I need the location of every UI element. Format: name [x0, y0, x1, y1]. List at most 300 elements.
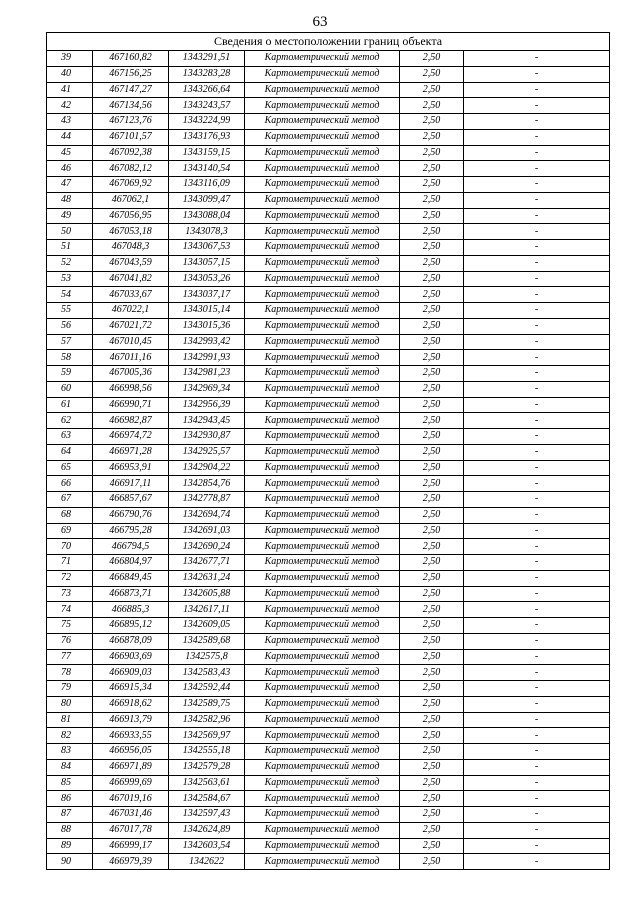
note-cell: - — [464, 759, 610, 775]
y-coordinate-cell: 1342609,05 — [169, 618, 245, 634]
note-cell: - — [464, 775, 610, 791]
accuracy-cell: 2,50 — [400, 507, 464, 523]
method-cell: Картометрический метод — [245, 318, 400, 334]
y-coordinate-cell: 1342603,54 — [169, 838, 245, 854]
method-cell: Картометрический метод — [245, 759, 400, 775]
accuracy-cell: 2,50 — [400, 649, 464, 665]
table-row — [47, 791, 610, 807]
x-coordinate-cell: 467056,95 — [93, 208, 169, 224]
table-row — [47, 838, 610, 854]
accuracy-cell: 2,50 — [400, 539, 464, 555]
y-coordinate-cell: 1342925,57 — [169, 444, 245, 460]
x-coordinate-cell: 467011,16 — [93, 350, 169, 366]
method-cell: Картометрический метод — [245, 429, 400, 445]
accuracy-cell: 2,50 — [400, 807, 464, 823]
note-cell: - — [464, 271, 610, 287]
x-coordinate-cell: 467031,46 — [93, 807, 169, 823]
accuracy-cell: 2,50 — [400, 82, 464, 98]
accuracy-cell: 2,50 — [400, 712, 464, 728]
table-row — [47, 665, 610, 681]
note-cell: - — [464, 318, 610, 334]
note-cell: - — [464, 744, 610, 760]
accuracy-cell: 2,50 — [400, 366, 464, 382]
table-row — [47, 822, 610, 838]
note-cell: - — [464, 208, 610, 224]
page-number: 63 — [312, 14, 328, 30]
point-number-cell: 61 — [47, 397, 93, 413]
table-row — [47, 381, 610, 397]
point-number-cell: 63 — [47, 429, 93, 445]
table-row — [47, 255, 610, 271]
accuracy-cell: 2,50 — [400, 744, 464, 760]
note-cell: - — [464, 381, 610, 397]
x-coordinate-cell: 466999,69 — [93, 775, 169, 791]
table-row — [47, 397, 610, 413]
accuracy-cell: 2,50 — [400, 318, 464, 334]
method-cell: Картометрический метод — [245, 476, 400, 492]
point-number-cell: 59 — [47, 366, 93, 382]
y-coordinate-cell: 1343291,51 — [169, 51, 245, 67]
method-cell: Картометрический метод — [245, 460, 400, 476]
method-cell: Картометрический метод — [245, 51, 400, 67]
method-cell: Картометрический метод — [245, 618, 400, 634]
table-row — [47, 287, 610, 303]
y-coordinate-cell: 1342991,93 — [169, 350, 245, 366]
y-coordinate-cell: 1342584,67 — [169, 791, 245, 807]
method-cell: Картометрический метод — [245, 413, 400, 429]
method-cell: Картометрический метод — [245, 240, 400, 256]
accuracy-cell: 2,50 — [400, 303, 464, 319]
table-body — [47, 51, 610, 870]
table-row — [47, 51, 610, 67]
note-cell: - — [464, 665, 610, 681]
method-cell: Картометрический метод — [245, 696, 400, 712]
y-coordinate-cell: 1342583,43 — [169, 665, 245, 681]
point-number-cell: 78 — [47, 665, 93, 681]
method-cell: Картометрический метод — [245, 728, 400, 744]
table-row — [47, 145, 610, 161]
y-coordinate-cell: 1342622 — [169, 854, 245, 870]
y-coordinate-cell: 1342589,75 — [169, 696, 245, 712]
point-number-cell: 47 — [47, 177, 93, 193]
accuracy-cell: 2,50 — [400, 696, 464, 712]
accuracy-cell: 2,50 — [400, 429, 464, 445]
accuracy-cell: 2,50 — [400, 114, 464, 130]
method-cell: Картометрический метод — [245, 287, 400, 303]
method-cell: Картометрический метод — [245, 366, 400, 382]
y-coordinate-cell: 1342677,71 — [169, 555, 245, 571]
note-cell: - — [464, 303, 610, 319]
table-row — [47, 161, 610, 177]
x-coordinate-cell: 467062,1 — [93, 192, 169, 208]
accuracy-cell: 2,50 — [400, 854, 464, 870]
point-number-cell: 77 — [47, 649, 93, 665]
y-coordinate-cell: 1342778,87 — [169, 492, 245, 508]
accuracy-cell: 2,50 — [400, 177, 464, 193]
table-row — [47, 492, 610, 508]
note-cell: - — [464, 696, 610, 712]
note-cell: - — [464, 460, 610, 476]
note-cell: - — [464, 429, 610, 445]
method-cell: Картометрический метод — [245, 397, 400, 413]
accuracy-cell: 2,50 — [400, 413, 464, 429]
note-cell: - — [464, 476, 610, 492]
method-cell: Картометрический метод — [245, 444, 400, 460]
x-coordinate-cell: 466999,17 — [93, 838, 169, 854]
accuracy-cell: 2,50 — [400, 523, 464, 539]
method-cell: Картометрический метод — [245, 822, 400, 838]
note-cell: - — [464, 255, 610, 271]
x-coordinate-cell: 467156,25 — [93, 66, 169, 82]
x-coordinate-cell: 466933,55 — [93, 728, 169, 744]
x-coordinate-cell: 466913,79 — [93, 712, 169, 728]
y-coordinate-cell: 1342904,22 — [169, 460, 245, 476]
table-row — [47, 429, 610, 445]
point-number-cell: 76 — [47, 633, 93, 649]
point-number-cell: 88 — [47, 822, 93, 838]
point-number-cell: 89 — [47, 838, 93, 854]
accuracy-cell: 2,50 — [400, 681, 464, 697]
point-number-cell: 46 — [47, 161, 93, 177]
point-number-cell: 55 — [47, 303, 93, 319]
method-cell: Картометрический метод — [245, 66, 400, 82]
accuracy-cell: 2,50 — [400, 791, 464, 807]
point-number-cell: 74 — [47, 602, 93, 618]
y-coordinate-cell: 1343224,99 — [169, 114, 245, 130]
note-cell: - — [464, 649, 610, 665]
point-number-cell: 40 — [47, 66, 93, 82]
x-coordinate-cell: 466857,67 — [93, 492, 169, 508]
x-coordinate-cell: 466885,3 — [93, 602, 169, 618]
table-row — [47, 271, 610, 287]
x-coordinate-cell: 467101,57 — [93, 129, 169, 145]
table-header-row — [47, 33, 610, 51]
point-number-cell: 39 — [47, 51, 93, 67]
y-coordinate-cell: 1343159,15 — [169, 145, 245, 161]
y-coordinate-cell: 1343176,93 — [169, 129, 245, 145]
table-row — [47, 602, 610, 618]
accuracy-cell: 2,50 — [400, 460, 464, 476]
accuracy-cell: 2,50 — [400, 350, 464, 366]
note-cell: - — [464, 161, 610, 177]
point-number-cell: 65 — [47, 460, 93, 476]
method-cell: Картометрический метод — [245, 303, 400, 319]
y-coordinate-cell: 1343078,3 — [169, 224, 245, 240]
accuracy-cell: 2,50 — [400, 618, 464, 634]
y-coordinate-cell: 1342993,42 — [169, 334, 245, 350]
table-row — [47, 177, 610, 193]
method-cell: Картометрический метод — [245, 145, 400, 161]
x-coordinate-cell: 466979,39 — [93, 854, 169, 870]
table-row — [47, 570, 610, 586]
table-row — [47, 444, 610, 460]
point-number-cell: 60 — [47, 381, 93, 397]
point-number-cell: 79 — [47, 681, 93, 697]
accuracy-cell: 2,50 — [400, 271, 464, 287]
y-coordinate-cell: 1342563,61 — [169, 775, 245, 791]
method-cell: Картометрический метод — [245, 350, 400, 366]
x-coordinate-cell: 466903,69 — [93, 649, 169, 665]
x-coordinate-cell: 467017,78 — [93, 822, 169, 838]
x-coordinate-cell: 466971,89 — [93, 759, 169, 775]
table-row — [47, 129, 610, 145]
x-coordinate-cell: 467033,67 — [93, 287, 169, 303]
note-cell: - — [464, 129, 610, 145]
y-coordinate-cell: 1343088,04 — [169, 208, 245, 224]
note-cell: - — [464, 287, 610, 303]
method-cell: Картометрический метод — [245, 98, 400, 114]
table-row — [47, 681, 610, 697]
accuracy-cell: 2,50 — [400, 492, 464, 508]
table-row — [47, 775, 610, 791]
x-coordinate-cell: 466990,71 — [93, 397, 169, 413]
method-cell: Картометрический метод — [245, 271, 400, 287]
method-cell: Картометрический метод — [245, 570, 400, 586]
point-number-cell: 67 — [47, 492, 93, 508]
y-coordinate-cell: 1342575,8 — [169, 649, 245, 665]
accuracy-cell: 2,50 — [400, 822, 464, 838]
accuracy-cell: 2,50 — [400, 586, 464, 602]
table-row — [47, 98, 610, 114]
note-cell: - — [464, 602, 610, 618]
x-coordinate-cell: 467134,56 — [93, 98, 169, 114]
note-cell: - — [464, 240, 610, 256]
table-row — [47, 696, 610, 712]
y-coordinate-cell: 1343116,09 — [169, 177, 245, 193]
x-coordinate-cell: 466982,87 — [93, 413, 169, 429]
method-cell: Картометрический метод — [245, 224, 400, 240]
x-coordinate-cell: 466849,45 — [93, 570, 169, 586]
x-coordinate-cell: 466794,5 — [93, 539, 169, 555]
point-number-cell: 83 — [47, 744, 93, 760]
y-coordinate-cell: 1343057,15 — [169, 255, 245, 271]
accuracy-cell: 2,50 — [400, 570, 464, 586]
point-number-cell: 73 — [47, 586, 93, 602]
point-number-cell: 53 — [47, 271, 93, 287]
point-number-cell: 54 — [47, 287, 93, 303]
note-cell: - — [464, 728, 610, 744]
method-cell: Картометрический метод — [245, 114, 400, 130]
note-cell: - — [464, 618, 610, 634]
point-number-cell: 48 — [47, 192, 93, 208]
note-cell: - — [464, 822, 610, 838]
note-cell: - — [464, 366, 610, 382]
note-cell: - — [464, 633, 610, 649]
note-cell: - — [464, 413, 610, 429]
note-cell: - — [464, 681, 610, 697]
table-row — [47, 318, 610, 334]
x-coordinate-cell: 467069,92 — [93, 177, 169, 193]
y-coordinate-cell: 1343037,17 — [169, 287, 245, 303]
table-row — [47, 366, 610, 382]
x-coordinate-cell: 467010,45 — [93, 334, 169, 350]
table-row — [47, 523, 610, 539]
point-number-cell: 71 — [47, 555, 93, 571]
y-coordinate-cell: 1342631,24 — [169, 570, 245, 586]
accuracy-cell: 2,50 — [400, 192, 464, 208]
point-number-cell: 70 — [47, 539, 93, 555]
table-row — [47, 224, 610, 240]
accuracy-cell: 2,50 — [400, 602, 464, 618]
x-coordinate-cell: 467022,1 — [93, 303, 169, 319]
accuracy-cell: 2,50 — [400, 208, 464, 224]
x-coordinate-cell: 466915,34 — [93, 681, 169, 697]
y-coordinate-cell: 1342854,76 — [169, 476, 245, 492]
table-row — [47, 66, 610, 82]
method-cell: Картометрический метод — [245, 82, 400, 98]
table-row — [47, 586, 610, 602]
table-row — [47, 476, 610, 492]
method-cell: Картометрический метод — [245, 791, 400, 807]
table-row — [47, 633, 610, 649]
point-number-cell: 68 — [47, 507, 93, 523]
accuracy-cell: 2,50 — [400, 161, 464, 177]
point-number-cell: 62 — [47, 413, 93, 429]
method-cell: Картометрический метод — [245, 334, 400, 350]
y-coordinate-cell: 1342690,24 — [169, 539, 245, 555]
method-cell: Картометрический метод — [245, 129, 400, 145]
note-cell: - — [464, 114, 610, 130]
y-coordinate-cell: 1342597,43 — [169, 807, 245, 823]
method-cell: Картометрический метод — [245, 492, 400, 508]
x-coordinate-cell: 466895,12 — [93, 618, 169, 634]
method-cell: Картометрический метод — [245, 177, 400, 193]
accuracy-cell: 2,50 — [400, 665, 464, 681]
table-row — [47, 208, 610, 224]
x-coordinate-cell: 467019,16 — [93, 791, 169, 807]
method-cell: Картометрический метод — [245, 602, 400, 618]
table-row — [47, 728, 610, 744]
x-coordinate-cell: 466956,05 — [93, 744, 169, 760]
accuracy-cell: 2,50 — [400, 775, 464, 791]
table-row — [47, 539, 610, 555]
table-row — [47, 303, 610, 319]
method-cell: Картометрический метод — [245, 255, 400, 271]
method-cell: Картометрический метод — [245, 555, 400, 571]
accuracy-cell: 2,50 — [400, 381, 464, 397]
table-row — [47, 649, 610, 665]
method-cell: Картометрический метод — [245, 192, 400, 208]
x-coordinate-cell: 466918,62 — [93, 696, 169, 712]
point-number-cell: 86 — [47, 791, 93, 807]
note-cell: - — [464, 807, 610, 823]
y-coordinate-cell: 1342956,39 — [169, 397, 245, 413]
x-coordinate-cell: 466873,71 — [93, 586, 169, 602]
method-cell: Картометрический метод — [245, 523, 400, 539]
method-cell: Картометрический метод — [245, 161, 400, 177]
accuracy-cell: 2,50 — [400, 759, 464, 775]
point-number-cell: 85 — [47, 775, 93, 791]
note-cell: - — [464, 523, 610, 539]
note-cell: - — [464, 98, 610, 114]
note-cell: - — [464, 177, 610, 193]
accuracy-cell: 2,50 — [400, 51, 464, 67]
note-cell: - — [464, 838, 610, 854]
note-cell: - — [464, 791, 610, 807]
table-row — [47, 334, 610, 350]
x-coordinate-cell: 467005,36 — [93, 366, 169, 382]
x-coordinate-cell: 466998,56 — [93, 381, 169, 397]
accuracy-cell: 2,50 — [400, 224, 464, 240]
method-cell: Картометрический метод — [245, 649, 400, 665]
y-coordinate-cell: 1342555,18 — [169, 744, 245, 760]
accuracy-cell: 2,50 — [400, 838, 464, 854]
boundary-coordinates-table — [46, 32, 610, 870]
method-cell: Картометрический метод — [245, 681, 400, 697]
table-row — [47, 350, 610, 366]
y-coordinate-cell: 1343053,26 — [169, 271, 245, 287]
note-cell: - — [464, 145, 610, 161]
note-cell: - — [464, 712, 610, 728]
table-row — [47, 744, 610, 760]
x-coordinate-cell: 467082,12 — [93, 161, 169, 177]
x-coordinate-cell: 467160,82 — [93, 51, 169, 67]
table-row — [47, 413, 610, 429]
point-number-cell: 57 — [47, 334, 93, 350]
point-number-cell: 58 — [47, 350, 93, 366]
table-row — [47, 712, 610, 728]
y-coordinate-cell: 1342582,96 — [169, 712, 245, 728]
point-number-cell: 45 — [47, 145, 93, 161]
note-cell: - — [464, 51, 610, 67]
accuracy-cell: 2,50 — [400, 397, 464, 413]
accuracy-cell: 2,50 — [400, 98, 464, 114]
table-row — [47, 854, 610, 870]
note-cell: - — [464, 397, 610, 413]
y-coordinate-cell: 1342624,89 — [169, 822, 245, 838]
point-number-cell: 75 — [47, 618, 93, 634]
point-number-cell: 51 — [47, 240, 93, 256]
x-coordinate-cell: 467048,3 — [93, 240, 169, 256]
y-coordinate-cell: 1342943,45 — [169, 413, 245, 429]
table-row — [47, 114, 610, 130]
point-number-cell: 64 — [47, 444, 93, 460]
accuracy-cell: 2,50 — [400, 444, 464, 460]
note-cell: - — [464, 507, 610, 523]
x-coordinate-cell: 467021,72 — [93, 318, 169, 334]
y-coordinate-cell: 1342579,28 — [169, 759, 245, 775]
note-cell: - — [464, 539, 610, 555]
method-cell: Картометрический метод — [245, 712, 400, 728]
note-cell: - — [464, 570, 610, 586]
point-number-cell: 41 — [47, 82, 93, 98]
accuracy-cell: 2,50 — [400, 240, 464, 256]
note-cell: - — [464, 444, 610, 460]
accuracy-cell: 2,50 — [400, 334, 464, 350]
x-coordinate-cell: 466917,11 — [93, 476, 169, 492]
method-cell: Картометрический метод — [245, 381, 400, 397]
y-coordinate-cell: 1342617,11 — [169, 602, 245, 618]
accuracy-cell: 2,50 — [400, 255, 464, 271]
method-cell: Картометрический метод — [245, 838, 400, 854]
method-cell: Картометрический метод — [245, 854, 400, 870]
note-cell: - — [464, 66, 610, 82]
point-number-cell: 84 — [47, 759, 93, 775]
method-cell: Картометрический метод — [245, 744, 400, 760]
note-cell: - — [464, 334, 610, 350]
point-number-cell: 90 — [47, 854, 93, 870]
method-cell: Картометрический метод — [245, 507, 400, 523]
y-coordinate-cell: 1343283,28 — [169, 66, 245, 82]
note-cell: - — [464, 586, 610, 602]
y-coordinate-cell: 1342694,74 — [169, 507, 245, 523]
table-row — [47, 82, 610, 98]
point-number-cell: 82 — [47, 728, 93, 744]
accuracy-cell: 2,50 — [400, 476, 464, 492]
x-coordinate-cell: 467043,59 — [93, 255, 169, 271]
point-number-cell: 44 — [47, 129, 93, 145]
x-coordinate-cell: 467147,27 — [93, 82, 169, 98]
